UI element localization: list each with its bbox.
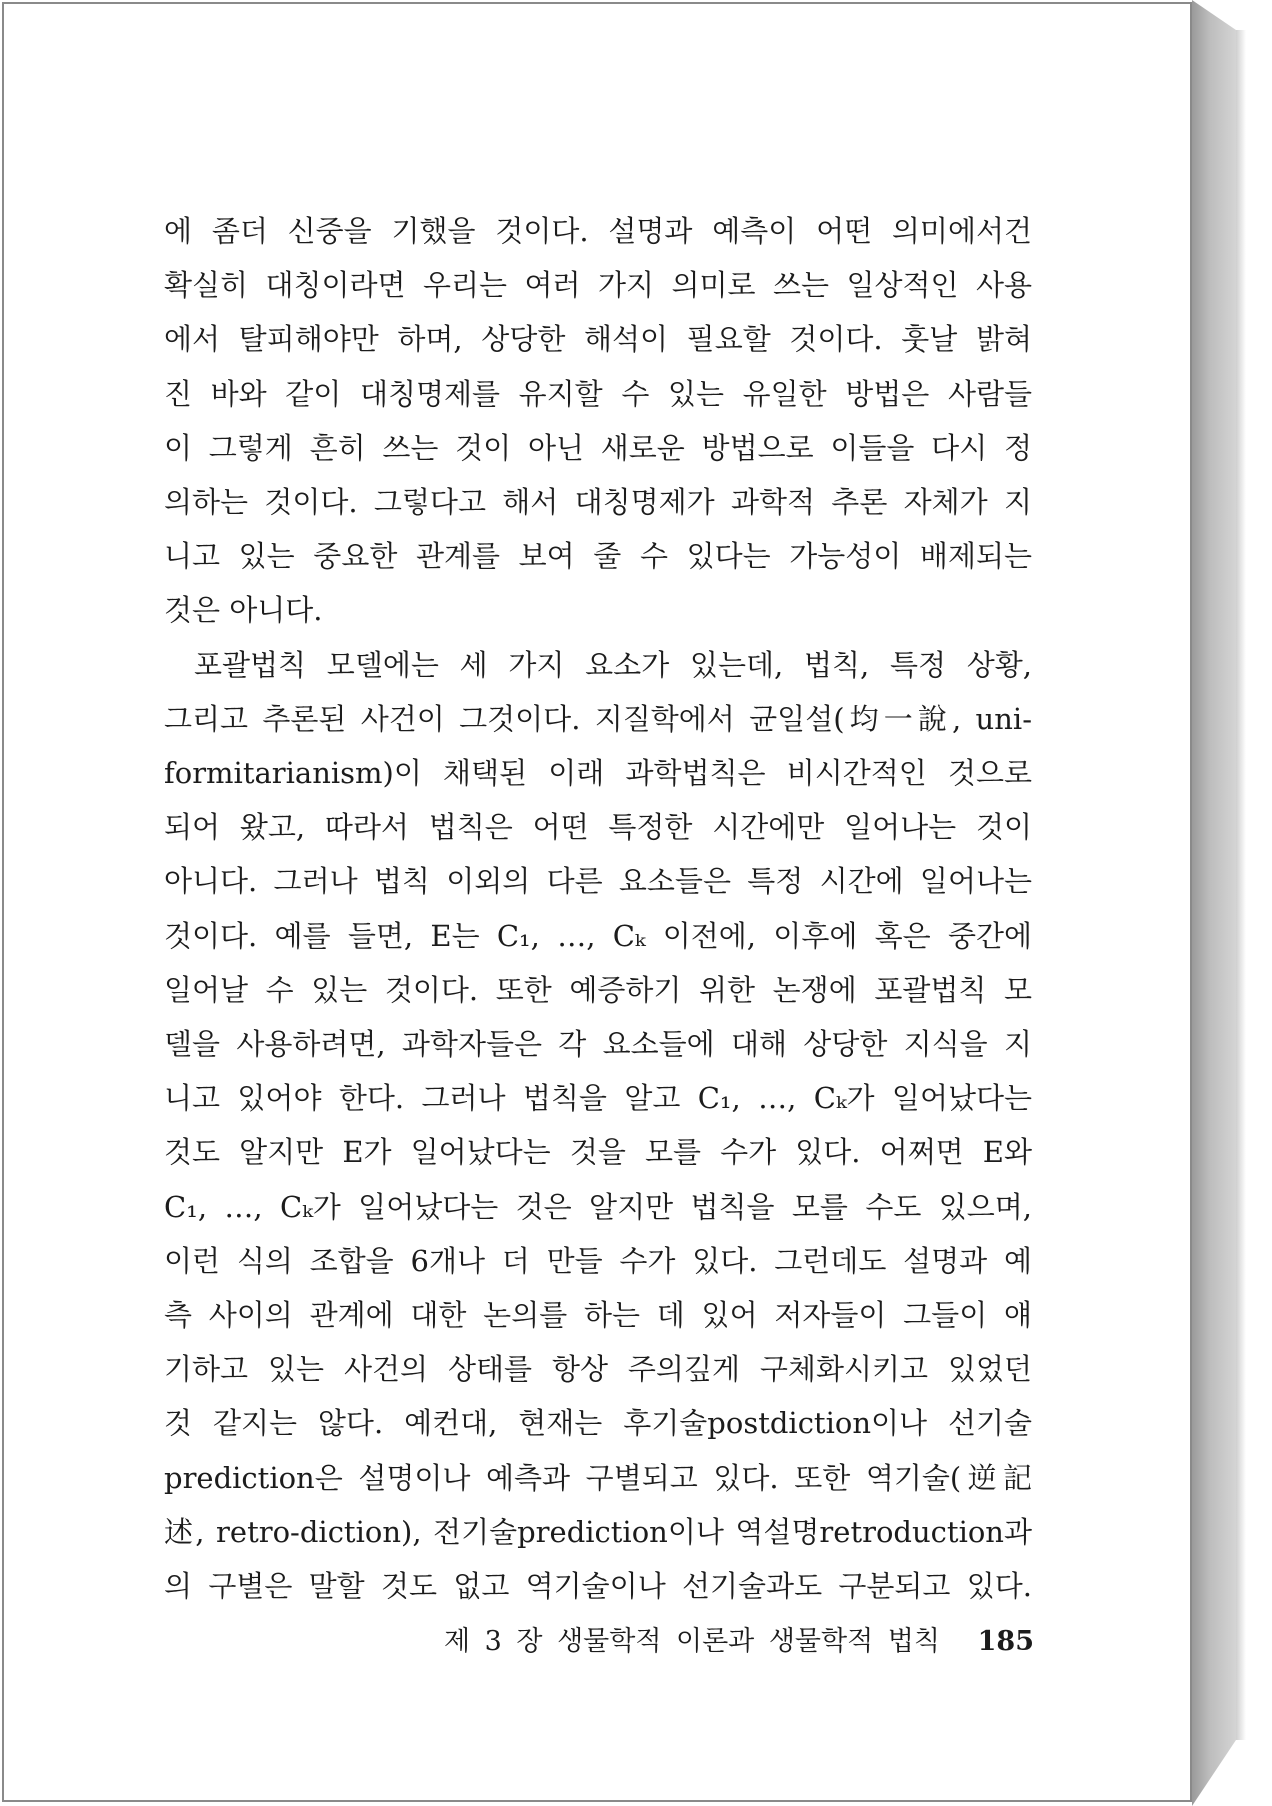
text-line: 것 같지는 않다. 예컨대, 현재는 후기술postdiction이나 선기술 [164,1406,1032,1441]
text-line: 아니다. 그러나 법칙 이외의 다른 요소들은 특정 시간에 일어나는 [164,864,1032,899]
text-line: 니고 있는 중요한 관계를 보여 줄 수 있다는 가능성이 배제되는 [164,539,1032,574]
text-line: formitarianism)이 채택된 이래 과학법칙은 비시간적인 것으로 [164,756,1032,791]
text-line: 진 바와 같이 대칭명제를 유지할 수 있는 유일한 방법은 사람들 [164,376,1032,411]
text-line: prediction은 설명이나 예측과 구별되고 있다. 또한 역기술(逆記 [164,1460,1032,1495]
text-line: 것이다. 예를 들면, E는 C₁, …, Cₖ 이전에, 이후에 혹은 중간에 [164,918,1032,953]
running-footer [444,1619,1034,1658]
text-line: 것은 아니다. [164,593,323,628]
text-line: 기하고 있는 사건의 상태를 항상 주의깊게 구체화시키고 있었던 [164,1352,1032,1387]
text-line: 포괄법칙 모델에는 세 가지 요소가 있는데, 법칙, 특정 상황, [194,647,1032,682]
text-line: 이런 식의 조합을 6개나 더 만들 수가 있다. 그런데도 설명과 예 [164,1243,1032,1278]
text-line: 측 사이의 관계에 대한 논의를 하는 데 있어 저자들이 그들이 얘 [164,1298,1032,1333]
text-line: C₁, …, Cₖ가 일어났다는 것은 알지만 법칙을 모를 수도 있으며, [164,1189,1032,1224]
text-line: 것도 알지만 E가 일어났다는 것을 모를 수가 있다. 어쩌면 E와 [164,1135,1032,1170]
text-line: 일어날 수 있는 것이다. 또한 예증하기 위한 논쟁에 포괄법칙 모 [164,972,1032,1007]
text-line: 니고 있어야 한다. 그러나 법칙을 알고 C₁, …, Cₖ가 일어났다는 [164,1081,1032,1116]
page-sheet [2,2,1192,1802]
chapter-title: 제 3 장 생물학적 이론과 생물학적 법칙 [444,1626,940,1657]
text-line: 述, retro-diction), 전기술prediction이나 역설명retroduction과 [164,1514,1032,1549]
text-line: 에 좀더 신중을 기했을 것이다. 설명과 예측이 어떤 의미에서건 [164,214,1032,248]
page-edge-shadow [1236,30,1246,1740]
text-line: 의하는 것이다. 그렇다고 해서 대칭명제가 과학적 추론 자체가 지 [164,485,1032,520]
text-line: 의 구별은 말할 것도 없고 역기술이나 선기술과도 구분되고 있다. [164,1569,1032,1604]
book-page-edges [1192,0,1236,1806]
text-line: 이 그렇게 흔히 쓰는 것이 아닌 새로운 방법으로 이들을 다시 정 [164,430,1032,465]
text-line: 확실히 대칭이라면 우리는 여러 가지 의미로 쓰는 일상적인 사용 [164,268,1032,303]
text-line: 델을 사용하려면, 과학자들은 각 요소들에 대해 상당한 지식을 지 [164,1027,1032,1062]
body-text [164,204,1032,1613]
text-line: 그리고 추론된 사건이 그것이다. 지질학에서 균일설(均一說, uni- [164,701,1032,736]
text-line: 에서 탈피해야만 하며, 상당한 해석이 필요할 것이다. 훗날 밝혀 [164,322,1032,357]
text-line: 되어 왔고, 따라서 법칙은 어떤 특정한 시간에만 일어나는 것이 [164,810,1032,845]
page-number: 185 [977,1626,1034,1657]
